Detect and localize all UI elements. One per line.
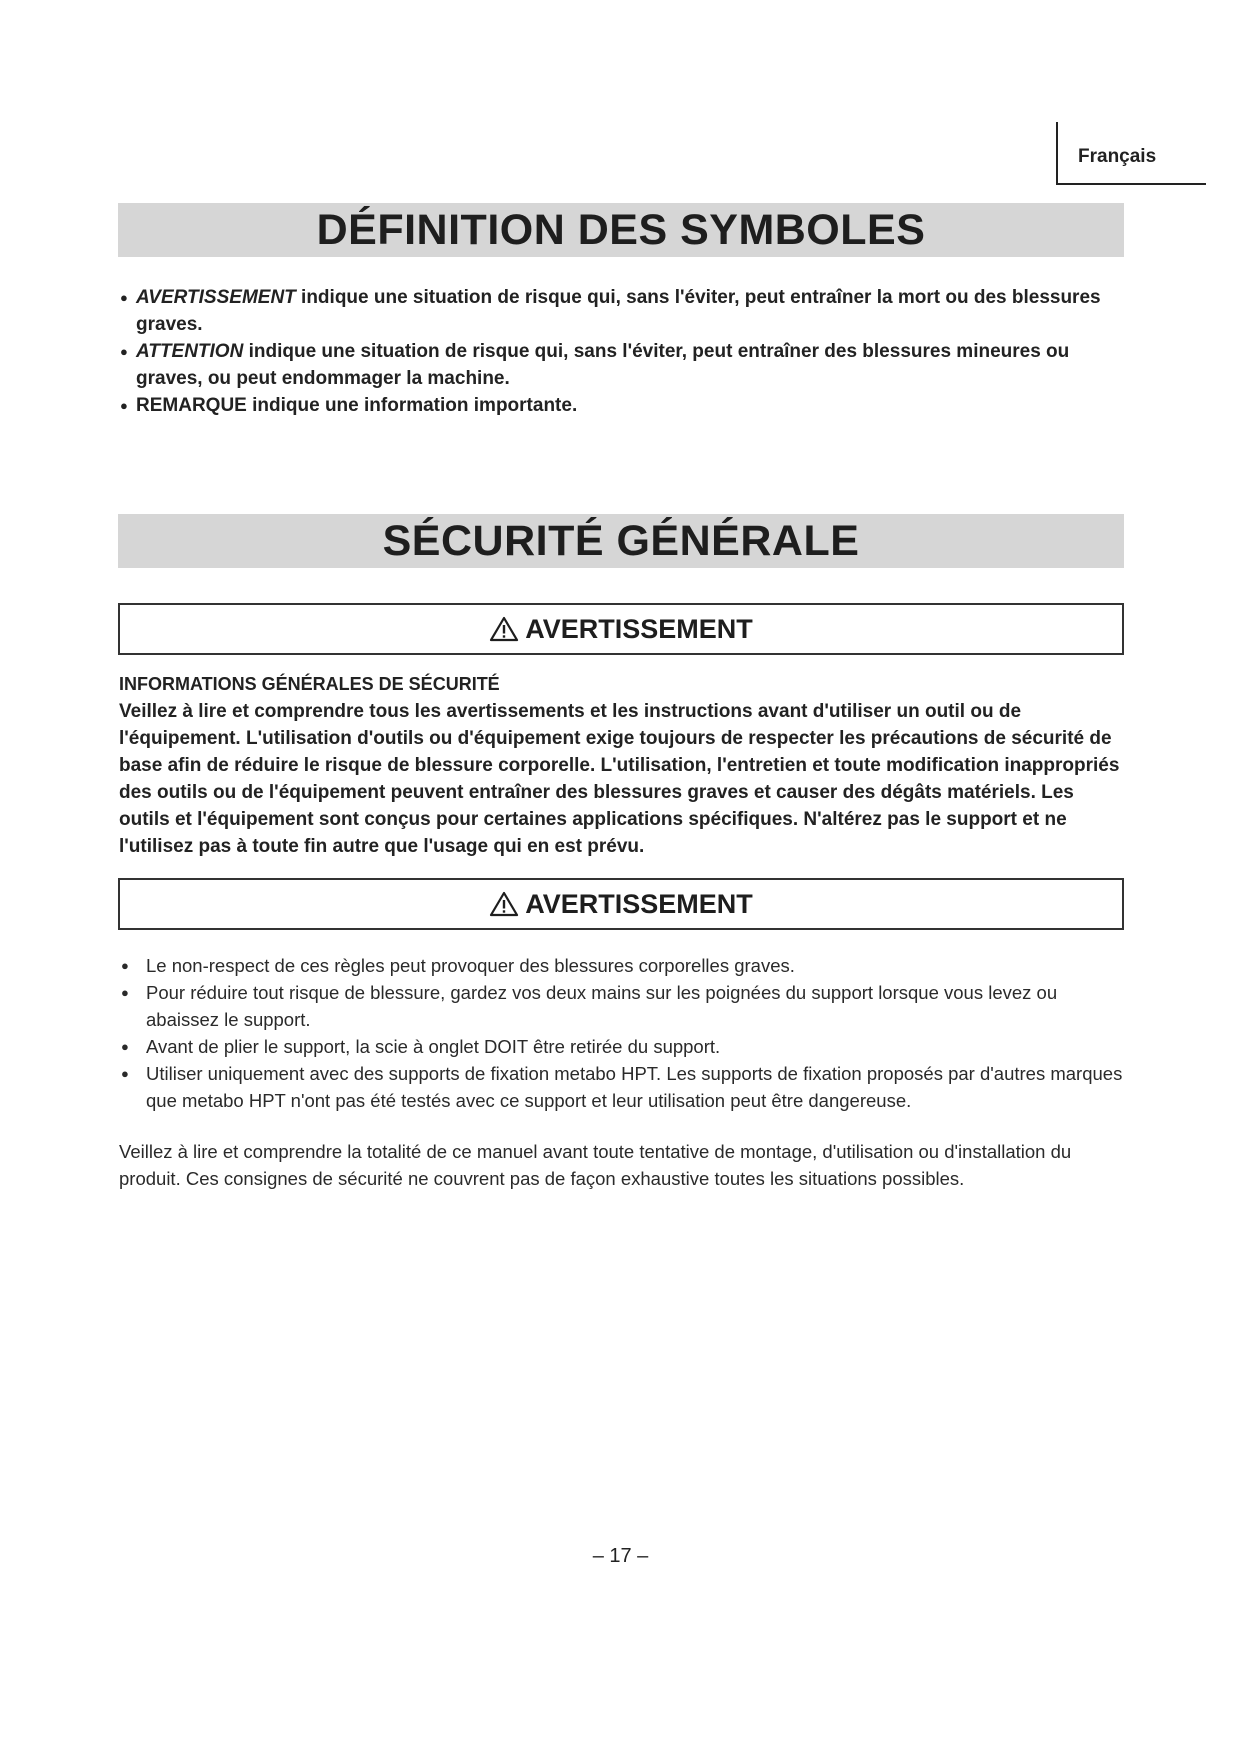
definition-text: indique une situation de risque qui, sans l'éviter, peut entraîner la mort ou des blessures graves. (136, 287, 1101, 335)
warning-triangle-icon (489, 616, 519, 642)
language-label: Français (1078, 146, 1157, 167)
warning-box-2 (118, 878, 1124, 930)
definition-term: AVERTISSEMENT (136, 287, 296, 308)
info-body: Veillez à lire et comprendre tous les avertissements et les instructions avant d'utiliser un outil ou de l'équipement. L'utilisation d'outils ou d'équipement exige toujours de respecter les précautions de sécurité de base afin de réduire le risque de blessure corporelle. L'utilisation, l'entretien et toute modification inappropriés des outils ou de l'équipement peuvent entraîner des blessures graves et causer des dégâts matériels. Les outils et l'équipement sont conçus pour certaines applications spécifiques. N'altérez pas le support et ne l'utilisez pas à toute fin autre que l'usage qui en est prévu. (119, 701, 1120, 857)
definition-text: REMARQUE indique une information importante. (136, 395, 578, 416)
definitions-title: DÉFINITION DES SYMBOLES (118, 203, 1124, 257)
safety-rule: ● Le non-respect de ces règles peut provoquer des blessures corporelles graves. (119, 952, 1129, 979)
definition-text: indique une situation de risque qui, sans l'éviter, peut entraîner des blessures mineures ou graves, ou peut endommager la machine. (136, 341, 1070, 389)
general-safety-info (119, 672, 1129, 860)
warning-triangle-icon (489, 891, 519, 917)
safety-rules-list (119, 952, 1129, 1114)
definitions-list (118, 284, 1128, 419)
definition-item (118, 392, 1128, 419)
warning-label: AVERTISSEMENT (525, 888, 753, 919)
closing-paragraph: Veillez à lire et comprendre la totalité de ce manuel avant toute tentative de montage, d'utilisation ou d'installation du produit. Ces consignes de sécurité ne couvrent pas de façon exhaustive toutes les situations possibles. (119, 1141, 1072, 1189)
language-tab (1056, 122, 1206, 185)
definition-item (118, 284, 1128, 338)
info-heading: INFORMATIONS GÉNÉRALES DE SÉCURITÉ (119, 674, 500, 694)
warning-box-1 (118, 603, 1124, 655)
page-number: – 17 – (592, 1545, 649, 1567)
general-safety-title: SÉCURITÉ GÉNÉRALE (118, 514, 1124, 568)
safety-rule: ● Avant de plier le support, la scie à onglet DOIT être retirée du support. (119, 1033, 1129, 1060)
definition-term: ATTENTION (136, 341, 244, 362)
warning-label: AVERTISSEMENT (525, 613, 753, 644)
safety-rule: ● Utiliser uniquement avec des supports de fixation metabo HPT. Les supports de fixation proposés par d'autres marques que metabo HPT n'ont pas été testés avec ce support et leur utilisation peut être dangereuse. (119, 1060, 1129, 1114)
safety-rule: ● Pour réduire tout risque de blessure, gardez vos deux mains sur les poignées du support lorsque vous levez ou abaissez le support. (119, 979, 1129, 1033)
definition-item (118, 338, 1128, 392)
